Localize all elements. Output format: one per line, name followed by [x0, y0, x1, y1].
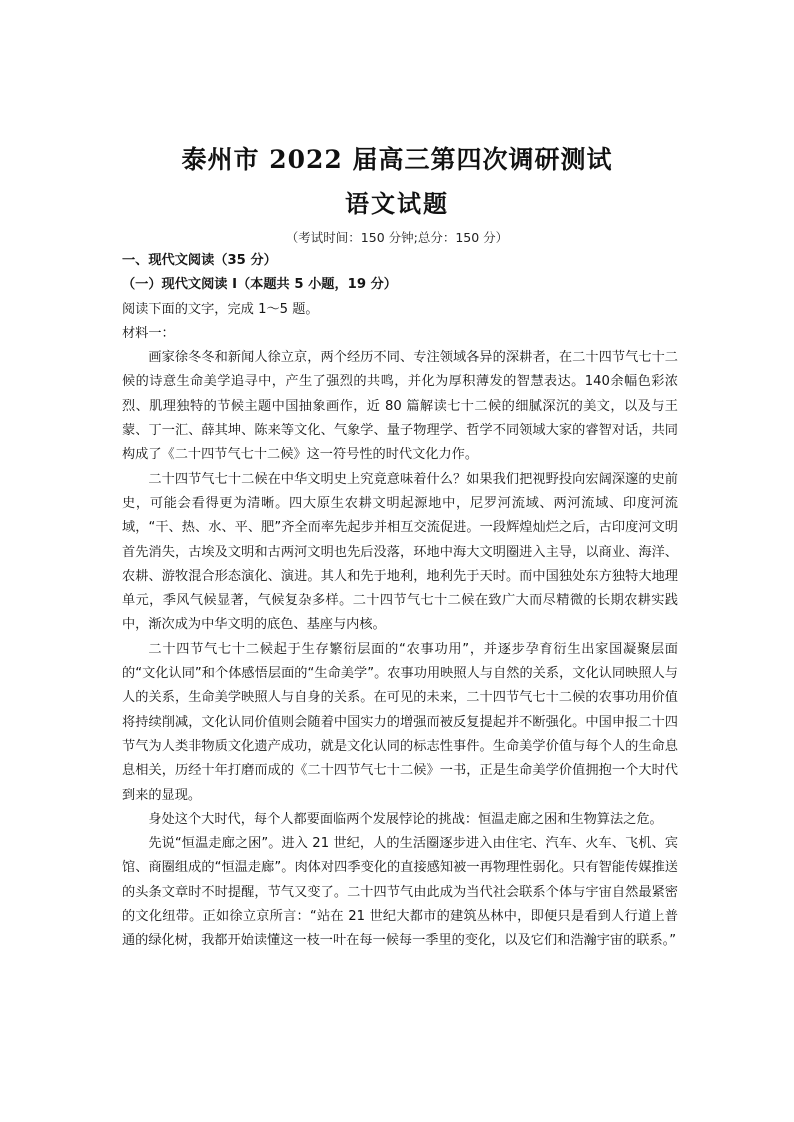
paragraph: 画家徐冬冬和新闻人徐立京，两个经历不同、专注领域各异的深耕者，在二十四节气七十二候的诗意生命美学追寻中，产生了强烈的共鸣，并化为厚积薄发的智慧表达。140余幅色彩浓烈、肌理独特的节候主题中国抽象画作，近 80 篇解读七十二候的细腻深沉的美文，以及与王蒙、丁一汇、薛其坤、陈来等文化、气象学、量子物理学、哲学不同领域大家的睿智对话，共同构成了《二十四节气七十二候》这一符号性的时代文化力作。	[122, 350, 678, 463]
reading-content	[122, 249, 678, 954]
exam-info: （考试时间：150 分钟;总分：150 分）	[285, 230, 509, 245]
paragraph: 二十四节气七十二候在中华文明史上究竟意味着什么？如果我们把视野投向宏阔深邃的史前史，可能会看得更为清晰。四大原生农耕文明起源地中，尼罗河流域、两河流域、印度河流域，“干、热、水、平、肥”齐全而率先起步并相互交流促进。一段辉煌灿烂之后，古印度河文明首先消失，古埃及文明和古两河文明也先后没落，环地中海大文明圈进入主导，以商业、海洋、农耕、游牧混合形态演化、演进。其人和先于地利，地利先于天时。而中国独处东方独特大地理单元，季风气候显著，气候复杂多样。二十四节气七十二候在致广大而尽精微的长期农耕实践中，渐次成为中华文明的底色、基座与内核。	[122, 471, 678, 633]
exam-title: 泰州市 2022 届高三第四次调研测试	[181, 145, 613, 174]
paragraph: 先说“恒温走廊之困”。进入 21 世纪，人的生活圈逐步进入由住宅、汽车、火车、飞机、宾馆、商圈组成的“恒温走廊”。肉体对四季变化的直接感知被一再物理性弱化。只有智能传媒推送的头条文章时不时提醒，节气又变了。二十四节气由此成为当代社会联系个体与宇宙自然最紧密的文化纽带。正如徐立京所言：“站在 21 世纪大都市的建筑丛林中，即便只是看到人行道上普通的绿化树，我都开始读懂这一枝一叶在每一候每一季里的变化，以及它们和浩瀚宇宙的联系。”	[122, 836, 678, 949]
subject-title: 语文试题	[345, 189, 449, 218]
paragraph: 身处这个大时代，每个人都要面临两个发展悖论的挑战：恒温走廊之困和生物算法之危。	[148, 811, 663, 827]
subsection-heading: （一）现代文阅读 I（本题共 5 小题，19 分）	[122, 277, 397, 293]
material-label: 材料一：	[122, 325, 175, 341]
paragraph: 二十四节气七十二候起于生存繁衍层面的“农事功用”，并逐步孕育衍生出家国凝聚层面的“文化认同”和个体感悟层面的“生命美学”。农事功用映照人与自然的关系，文化认同映照人与人的关系，生命美学映照人与自身的关系。在可见的未来，二十四节气七十二候的农事功用价值将持续削减，文化认同价值则会随着中国实力的增强而被反复提起并不断强化。中国申报二十四节气为人类非物质文化遗产成功，就是文化认同的标志性事件。生命美学价值与每个人的生命息息相关，历经十年打磨而成的《二十四节气七十二候》一书，正是生命美学价值拥抱一个大时代到来的显现。	[122, 641, 678, 803]
section-heading: 一、现代文阅读（35 分）	[122, 253, 277, 268]
reading-instruction: 阅读下面的文字，完成 1～5 题。	[122, 301, 319, 317]
